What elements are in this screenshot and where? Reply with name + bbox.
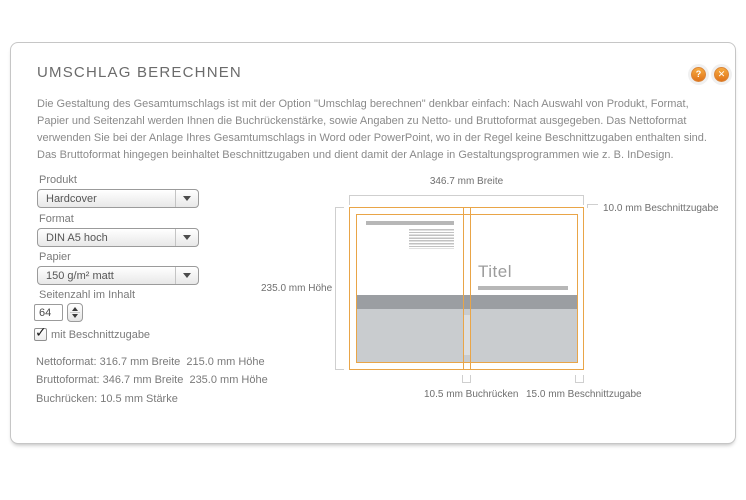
stepper-down-icon[interactable] bbox=[72, 314, 78, 318]
papier-select-value: 150 g/m² matt bbox=[46, 269, 114, 282]
produkt-select[interactable] bbox=[37, 189, 199, 208]
check-icon: ✓ bbox=[35, 324, 47, 340]
close-button[interactable] bbox=[714, 67, 729, 82]
nettoformat-rect bbox=[356, 214, 578, 363]
bleed-right-bracket bbox=[587, 204, 598, 208]
nettoformat-result: Nettoformat: 316.7 mm Breite 215.0 mm Höhe bbox=[36, 356, 265, 368]
umschlag-berechnen-panel bbox=[10, 42, 736, 444]
produkt-select-value: Hardcover bbox=[46, 192, 97, 205]
chevron-down-icon bbox=[175, 267, 198, 284]
seitenzahl-stepper[interactable] bbox=[67, 303, 83, 322]
bleed-bottom-bracket bbox=[575, 375, 584, 383]
page-title: UMSCHLAG BERECHNEN bbox=[37, 64, 242, 81]
buchruecken-result: Buchrücken: 10.5 mm Stärke bbox=[36, 393, 178, 405]
bleed-right-label: 10.0 mm Beschnittzugabe bbox=[603, 203, 719, 214]
beschnittzugabe-label: mit Beschnittzugabe bbox=[51, 329, 151, 341]
spine-line-left bbox=[463, 207, 464, 370]
question-icon: ? bbox=[695, 69, 702, 79]
stepper-up-icon[interactable] bbox=[72, 307, 78, 311]
produkt-label: Produkt bbox=[39, 174, 77, 186]
breite-dimension-label: 346.7 mm Breite bbox=[429, 176, 504, 187]
papier-label: Papier bbox=[39, 251, 71, 263]
hoehe-dimension-label: 235.0 mm Höhe bbox=[261, 283, 333, 294]
papier-select[interactable] bbox=[37, 266, 199, 285]
chevron-down-icon bbox=[175, 229, 198, 246]
bruttoformat-result: Bruttoformat: 346.7 mm Breite 235.0 mm Höhe bbox=[36, 374, 268, 386]
spine-bracket bbox=[462, 375, 471, 383]
stepper-divider bbox=[70, 312, 80, 313]
beschnittzugabe-checkbox[interactable] bbox=[34, 324, 47, 341]
bleed-bottom-label: 15.0 mm Beschnittzugabe bbox=[526, 389, 642, 400]
width-dimension-bracket bbox=[349, 195, 584, 205]
close-icon: ✕ bbox=[717, 69, 726, 79]
seitenzahl-label: Seitenzahl im Inhalt bbox=[39, 289, 135, 301]
chevron-down-icon bbox=[175, 190, 198, 207]
seitenzahl-input[interactable] bbox=[34, 304, 63, 321]
intro-text: Die Gestaltung des Gesamtumschlags ist mit der Option "Umschlag berechnen" denkbar einfach: Nach Auswahl von Produkt, Format, Papier und Seitenzahl werden Ihnen die Buchrückenstärke, sowie Angaben zu Netto- und Bruttoformat ausgegeben. Das Nettoformat verwenden Sie bei der Anlage Ihres Gesamtumschlags in Word oder PowerPoint, wo in der Regel keine Beschnittzugaben enthalten sind. Das Bruttoformat hingegen beinhaltet Beschnittzugaben und dient damit der Anlage in Gestaltungsprogrammen wie z. B. InDesign. bbox=[37, 98, 707, 161]
front-cover-title: Titel bbox=[478, 262, 512, 281]
format-select-value: DIN A5 hoch bbox=[46, 231, 108, 244]
format-select[interactable] bbox=[37, 228, 199, 247]
help-button[interactable] bbox=[691, 67, 706, 82]
spine-line-right bbox=[470, 207, 471, 370]
buchruecken-dimension-label: 10.5 mm Buchrücken bbox=[424, 389, 519, 400]
format-label: Format bbox=[39, 213, 74, 225]
height-dimension-bracket bbox=[335, 207, 344, 370]
